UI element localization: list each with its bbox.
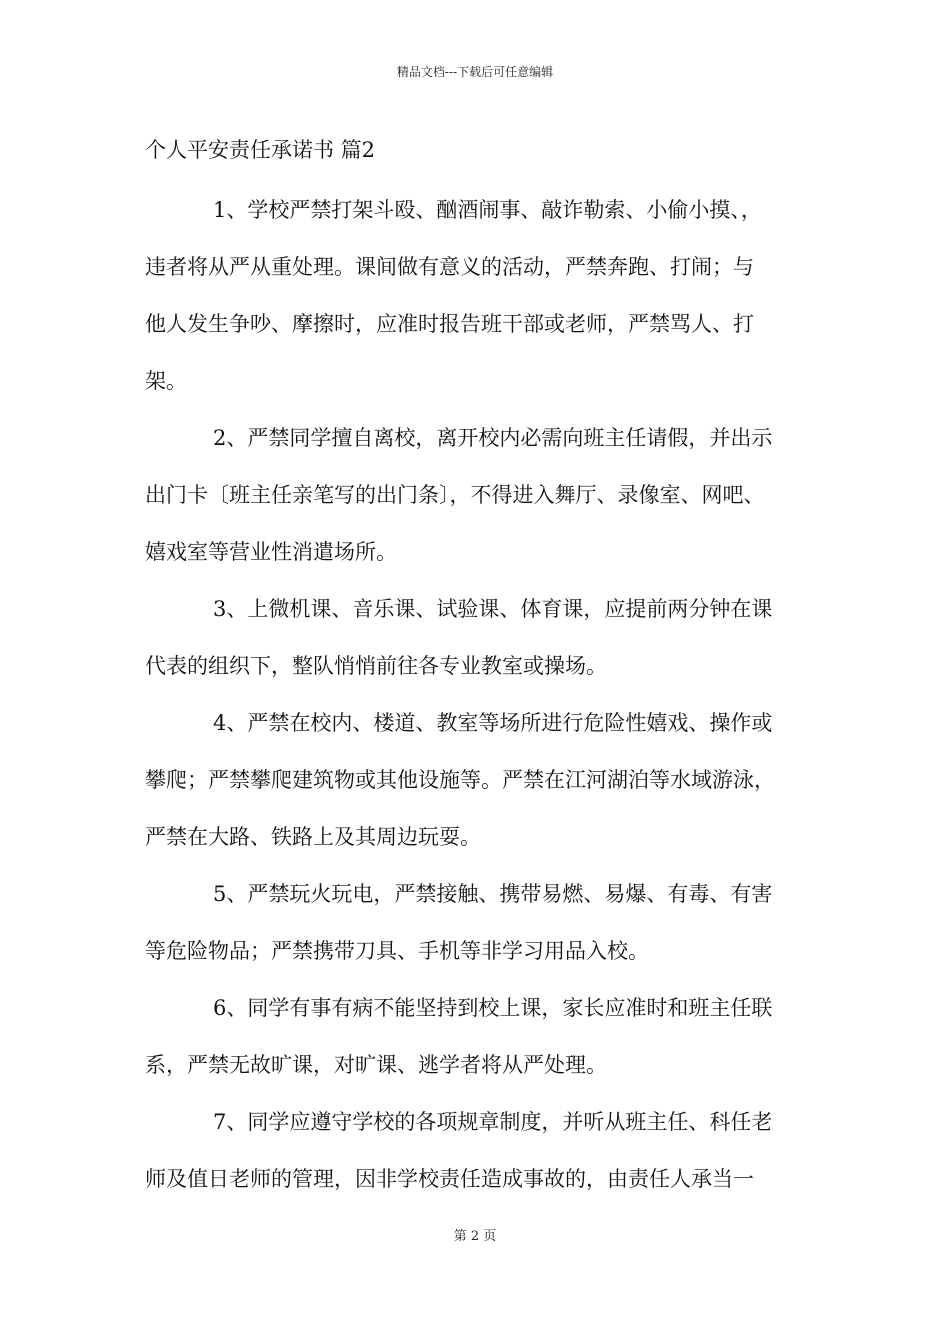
paragraph-line: 违者将从严从重处理。课间做有意义的活动，严禁奔跑、打闹；与	[145, 255, 754, 279]
paragraph-line: 6、同学有事有病不能坚持到校上课，家长应准时和班主任联	[213, 996, 773, 1020]
paragraph-line: 攀爬；严禁攀爬建筑物或其他设施等。严禁在江河湖泊等水域游泳，	[145, 768, 775, 792]
paragraph-line: 4、严禁在校内、楼道、教室等场所进行危险性嬉戏、操作或	[213, 711, 773, 735]
paragraph-line: 3、上微机课、音乐课、试验课、体育课，应提前两分钟在课	[213, 597, 773, 621]
paragraph-line: 出门卡〔班主任亲笔写的出门条〕，不得进入舞厅、录像室、网吧、	[145, 483, 765, 507]
paragraph-line: 代表的组织下，整队悄悄前往各专业教室或操场。	[145, 654, 607, 678]
paragraph-line: 师及值日老师的管理，因非学校责任造成事故的，由责任人承当一	[145, 1167, 754, 1191]
paragraph-line: 嬉戏室等营业性消遣场所。	[145, 540, 397, 564]
paragraph-line: 2、严禁同学擅自离校，离开校内必需向班主任请假，并出示	[213, 426, 773, 450]
paragraph-line: 7、同学应遵守学校的各项规章制度，并听从班主任、科任老	[213, 1110, 773, 1134]
paragraph-line: 5、严禁玩火玩电，严禁接触、携带易燃、易爆、有毒、有害	[213, 882, 773, 906]
page-header: 精品文档---下载后可任意编辑	[396, 65, 554, 79]
paragraph-line: 等危险物品；严禁携带刀具、手机等非学习用品入校。	[145, 939, 649, 963]
paragraph-line: 他人发生争吵、摩擦时，应准时报告班干部或老师，严禁骂人、打	[145, 312, 754, 336]
paragraph-line: 系，严禁无故旷课，对旷课、逃学者将从严处理。	[145, 1053, 607, 1077]
paragraph-line: 架。	[145, 369, 187, 393]
page-number: 第 2 页	[453, 1229, 497, 1244]
paragraph-line: 严禁在大路、铁路上及其周边玩耍。	[145, 825, 481, 849]
document-title: 个人平安责任承诺书 篇2	[145, 138, 376, 162]
paragraph-line: 1、学校严禁打架斗殴、酗酒闹事、敲诈勒索、小偷小摸、，	[213, 198, 762, 222]
